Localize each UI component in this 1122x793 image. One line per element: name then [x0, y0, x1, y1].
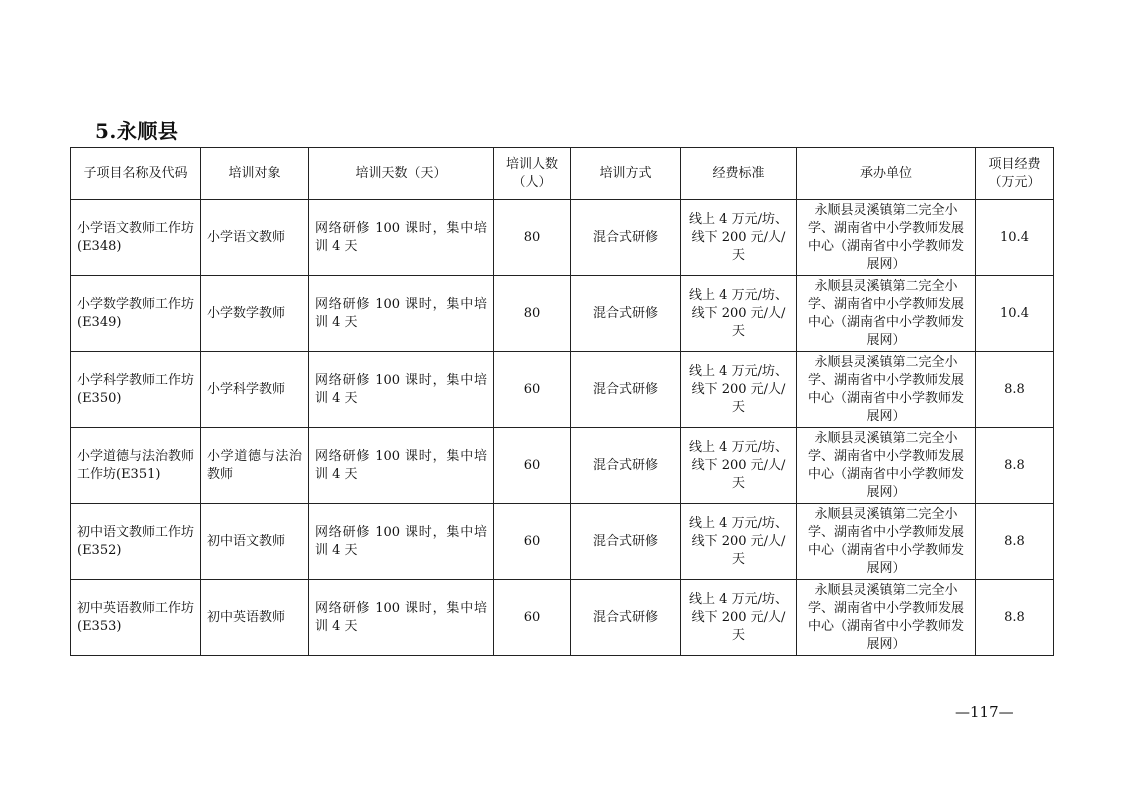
table-row	[71, 276, 1054, 352]
cell-organizer: 永顺县灵溪镇第二完全小学、湖南省中小学教师发展中心（湖南省中小学教师发展网）	[797, 428, 976, 504]
cell-project-name: 初中英语教师工作坊(E353)	[71, 580, 201, 656]
cell-organizer: 永顺县灵溪镇第二完全小学、湖南省中小学教师发展中心（湖南省中小学教师发展网）	[797, 504, 976, 580]
cell-organizer: 永顺县灵溪镇第二完全小学、湖南省中小学教师发展中心（湖南省中小学教师发展网）	[797, 352, 976, 428]
cell-method: 混合式研修	[571, 276, 681, 352]
cell-standard: 线上 4 万元/坊、线下 200 元/人/天	[681, 200, 797, 276]
header-count: 培训人数（人）	[494, 148, 571, 200]
header-project-name: 子项目名称及代码	[71, 148, 201, 200]
cell-target: 初中英语教师	[201, 580, 309, 656]
section-title: 5.永顺县	[95, 119, 179, 143]
cell-method: 混合式研修	[571, 352, 681, 428]
cell-target: 小学语文教师	[201, 200, 309, 276]
cell-method: 混合式研修	[571, 580, 681, 656]
cell-budget: 10.4	[976, 200, 1054, 276]
cell-standard: 线上 4 万元/坊、线下 200 元/人/天	[681, 352, 797, 428]
cell-project-name: 初中语文教师工作坊(E352)	[71, 504, 201, 580]
cell-target: 小学道德与法治教师	[201, 428, 309, 504]
cell-days: 网络研修 100 课时，集中培训 4 天	[309, 276, 494, 352]
cell-days: 网络研修 100 课时，集中培训 4 天	[309, 428, 494, 504]
cell-standard: 线上 4 万元/坊、线下 200 元/人/天	[681, 428, 797, 504]
cell-days: 网络研修 100 课时，集中培训 4 天	[309, 504, 494, 580]
cell-count: 60	[494, 428, 571, 504]
cell-budget: 8.8	[976, 580, 1054, 656]
cell-count: 60	[494, 580, 571, 656]
cell-standard: 线上 4 万元/坊、线下 200 元/人/天	[681, 580, 797, 656]
cell-days: 网络研修 100 课时，集中培训 4 天	[309, 580, 494, 656]
cell-count: 80	[494, 276, 571, 352]
table-row	[71, 352, 1054, 428]
header-method: 培训方式	[571, 148, 681, 200]
cell-project-name: 小学道德与法治教师工作坊(E351)	[71, 428, 201, 504]
cell-budget: 8.8	[976, 504, 1054, 580]
table-row	[71, 200, 1054, 276]
cell-method: 混合式研修	[571, 428, 681, 504]
cell-days: 网络研修 100 课时，集中培训 4 天	[309, 200, 494, 276]
cell-organizer: 永顺县灵溪镇第二完全小学、湖南省中小学教师发展中心（湖南省中小学教师发展网）	[797, 580, 976, 656]
table-row	[71, 428, 1054, 504]
cell-project-name: 小学科学教师工作坊(E350)	[71, 352, 201, 428]
header-organizer: 承办单位	[797, 148, 976, 200]
table-row	[71, 504, 1054, 580]
cell-target: 初中语文教师	[201, 504, 309, 580]
cell-target: 小学数学教师	[201, 276, 309, 352]
cell-standard: 线上 4 万元/坊、线下 200 元/人/天	[681, 276, 797, 352]
project-table	[70, 147, 1054, 656]
header-target: 培训对象	[201, 148, 309, 200]
cell-budget: 8.8	[976, 428, 1054, 504]
table-header-row	[71, 148, 1054, 200]
page-number: —117—	[955, 703, 1014, 721]
cell-standard: 线上 4 万元/坊、线下 200 元/人/天	[681, 504, 797, 580]
cell-project-name: 小学数学教师工作坊(E349)	[71, 276, 201, 352]
cell-count: 60	[494, 352, 571, 428]
cell-organizer: 永顺县灵溪镇第二完全小学、湖南省中小学教师发展中心（湖南省中小学教师发展网）	[797, 276, 976, 352]
cell-method: 混合式研修	[571, 504, 681, 580]
header-standard: 经费标准	[681, 148, 797, 200]
cell-days: 网络研修 100 课时，集中培训 4 天	[309, 352, 494, 428]
header-days: 培训天数（天）	[309, 148, 494, 200]
cell-method: 混合式研修	[571, 200, 681, 276]
cell-target: 小学科学教师	[201, 352, 309, 428]
cell-count: 60	[494, 504, 571, 580]
header-budget: 项目经费（万元）	[976, 148, 1054, 200]
cell-budget: 10.4	[976, 276, 1054, 352]
cell-count: 80	[494, 200, 571, 276]
cell-project-name: 小学语文教师工作坊(E348)	[71, 200, 201, 276]
cell-organizer: 永顺县灵溪镇第二完全小学、湖南省中小学教师发展中心（湖南省中小学教师发展网）	[797, 200, 976, 276]
cell-budget: 8.8	[976, 352, 1054, 428]
table-row	[71, 580, 1054, 656]
